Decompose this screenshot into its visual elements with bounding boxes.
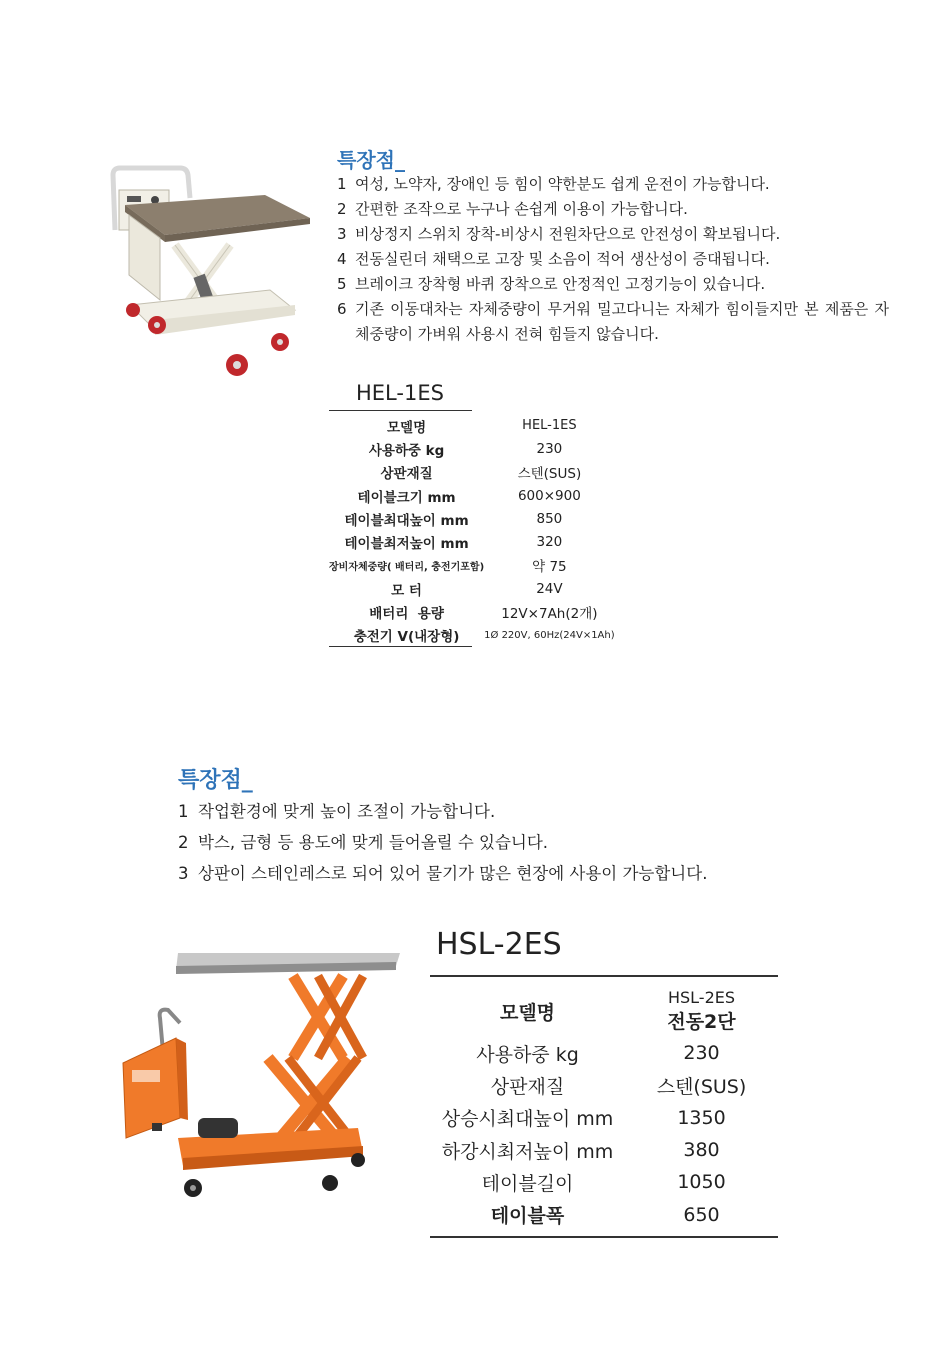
feature-item: 1 작업환경에 맞게 높이 조절이 가능합니다.	[178, 802, 496, 821]
spec-value: 320	[536, 534, 563, 551]
feature-item: 5 브레이크 장착형 바퀴 장착으로 안정적인 고정기능이 있습니다.	[337, 275, 766, 293]
spec-value: 1050	[677, 1171, 726, 1194]
spec-label: 충전기 V(내장형)	[353, 629, 460, 646]
spec-value: 850	[536, 510, 563, 527]
spec-label: 상판재질	[380, 466, 433, 483]
table-row	[329, 437, 615, 460]
spec-label: 장비자체중량( 배터리, 충전기포함)	[329, 561, 485, 573]
spec-value: 스텐(SUS)	[656, 1075, 747, 1098]
spec-value-type: 전동2단	[667, 1011, 736, 1033]
spec-value	[625, 985, 778, 1037]
hsl-2es-lift-table-image	[118, 938, 400, 1200]
spec-value: HEL-1ES	[522, 418, 577, 434]
table-row	[430, 1166, 778, 1198]
table-row	[430, 1102, 778, 1134]
table-row	[329, 414, 615, 437]
feature-item: 4 전동실린더 채택으로 고장 및 소음이 적어 생산성이 증대됩니다.	[337, 250, 770, 268]
spec-label: 테이블크기 mm	[357, 489, 456, 506]
table-row	[329, 577, 615, 600]
table-row	[430, 1134, 778, 1166]
spec-value: 약 75	[532, 559, 567, 576]
table-row	[430, 985, 778, 1037]
spec-label: 상판재질	[490, 1075, 565, 1098]
spec-value: 650	[683, 1203, 720, 1226]
table-rule-bottom	[329, 646, 472, 647]
spec-label: 모 터	[391, 582, 422, 599]
spec-value-model: HSL-2ES	[667, 988, 736, 1007]
spec-value: 600×900	[517, 487, 581, 504]
spec-label: 배터리 용량	[369, 606, 444, 623]
table-row	[329, 624, 615, 647]
table-row	[329, 530, 615, 553]
feature-item: 3 비상정지 스위치 장착-비상시 전원차단으로 안전성이 확보됩니다.	[337, 225, 781, 243]
table-rule-top	[329, 410, 472, 411]
feature-item: 1 여성, 노약자, 장애인 등 힘이 약한분도 쉽게 운전이 가능합니다.	[337, 175, 770, 193]
table-row	[329, 600, 615, 623]
table-row	[430, 1069, 778, 1101]
table-rule-bottom	[430, 1236, 778, 1238]
spec-label: 모델명	[499, 1001, 556, 1024]
feature-item: 2 간편한 조작으로 누구나 손쉽게 이용이 가능합니다.	[337, 200, 688, 218]
table-row	[329, 461, 615, 484]
table-row	[329, 507, 615, 530]
spec-label: 모델명	[387, 419, 427, 436]
table-row	[329, 554, 615, 577]
spec-label: 하강시최저높이 mm	[441, 1140, 614, 1163]
spec-label: 테이블폭	[490, 1205, 565, 1228]
feature-item: 2 박스, 금형 등 용도에 맞게 들어올릴 수 있습니다.	[178, 833, 549, 852]
spec-table	[430, 985, 778, 1231]
spec-value: 230	[536, 440, 563, 457]
spec-table	[329, 414, 615, 647]
table-row	[430, 1198, 778, 1230]
features-title: 특장점_	[337, 148, 405, 172]
feature-item: 6 기존 이동대차는 자체중량이 무거워 밀고다니는 자체가 힘이들지만 본 제품은 자체중량이 가벼워 사용시 전혀 힘들지 않습니다.	[337, 300, 889, 343]
model-title: HEL-1ES	[356, 381, 444, 405]
spec-label: 사용하중 kg	[368, 442, 445, 459]
spec-value: 380	[683, 1139, 720, 1162]
spec-label: 테이블최저높이 mm	[344, 536, 469, 553]
spec-label: 테이블최대높이 mm	[344, 512, 469, 529]
features-list	[337, 172, 889, 347]
spec-label: 사용하중 kg	[476, 1043, 579, 1066]
spec-label: 테이블길이	[481, 1172, 574, 1195]
table-row	[329, 484, 615, 507]
spec-value: 스텐(SUS)	[517, 466, 582, 483]
features-list	[178, 796, 707, 889]
features-title: 특장점_	[178, 768, 253, 793]
spec-value: 24V	[536, 580, 563, 597]
spec-label: 상승시최대높이 mm	[441, 1108, 614, 1131]
spec-value: 1350	[677, 1106, 726, 1129]
model-title: HSL-2ES	[436, 927, 562, 962]
spec-value: 230	[683, 1042, 720, 1065]
feature-item: 3 상판이 스테인레스로 되어 있어 물기가 많은 현장에 사용이 가능합니다.	[178, 864, 708, 883]
spec-value: 1Ø 220V, 60Hz(24V×1Ah)	[484, 629, 615, 641]
hel-1es-lift-table-image	[105, 160, 310, 385]
table-row	[430, 1037, 778, 1069]
spec-value: 12V×7Ah(2개)	[501, 606, 598, 623]
table-rule-top	[430, 975, 778, 977]
